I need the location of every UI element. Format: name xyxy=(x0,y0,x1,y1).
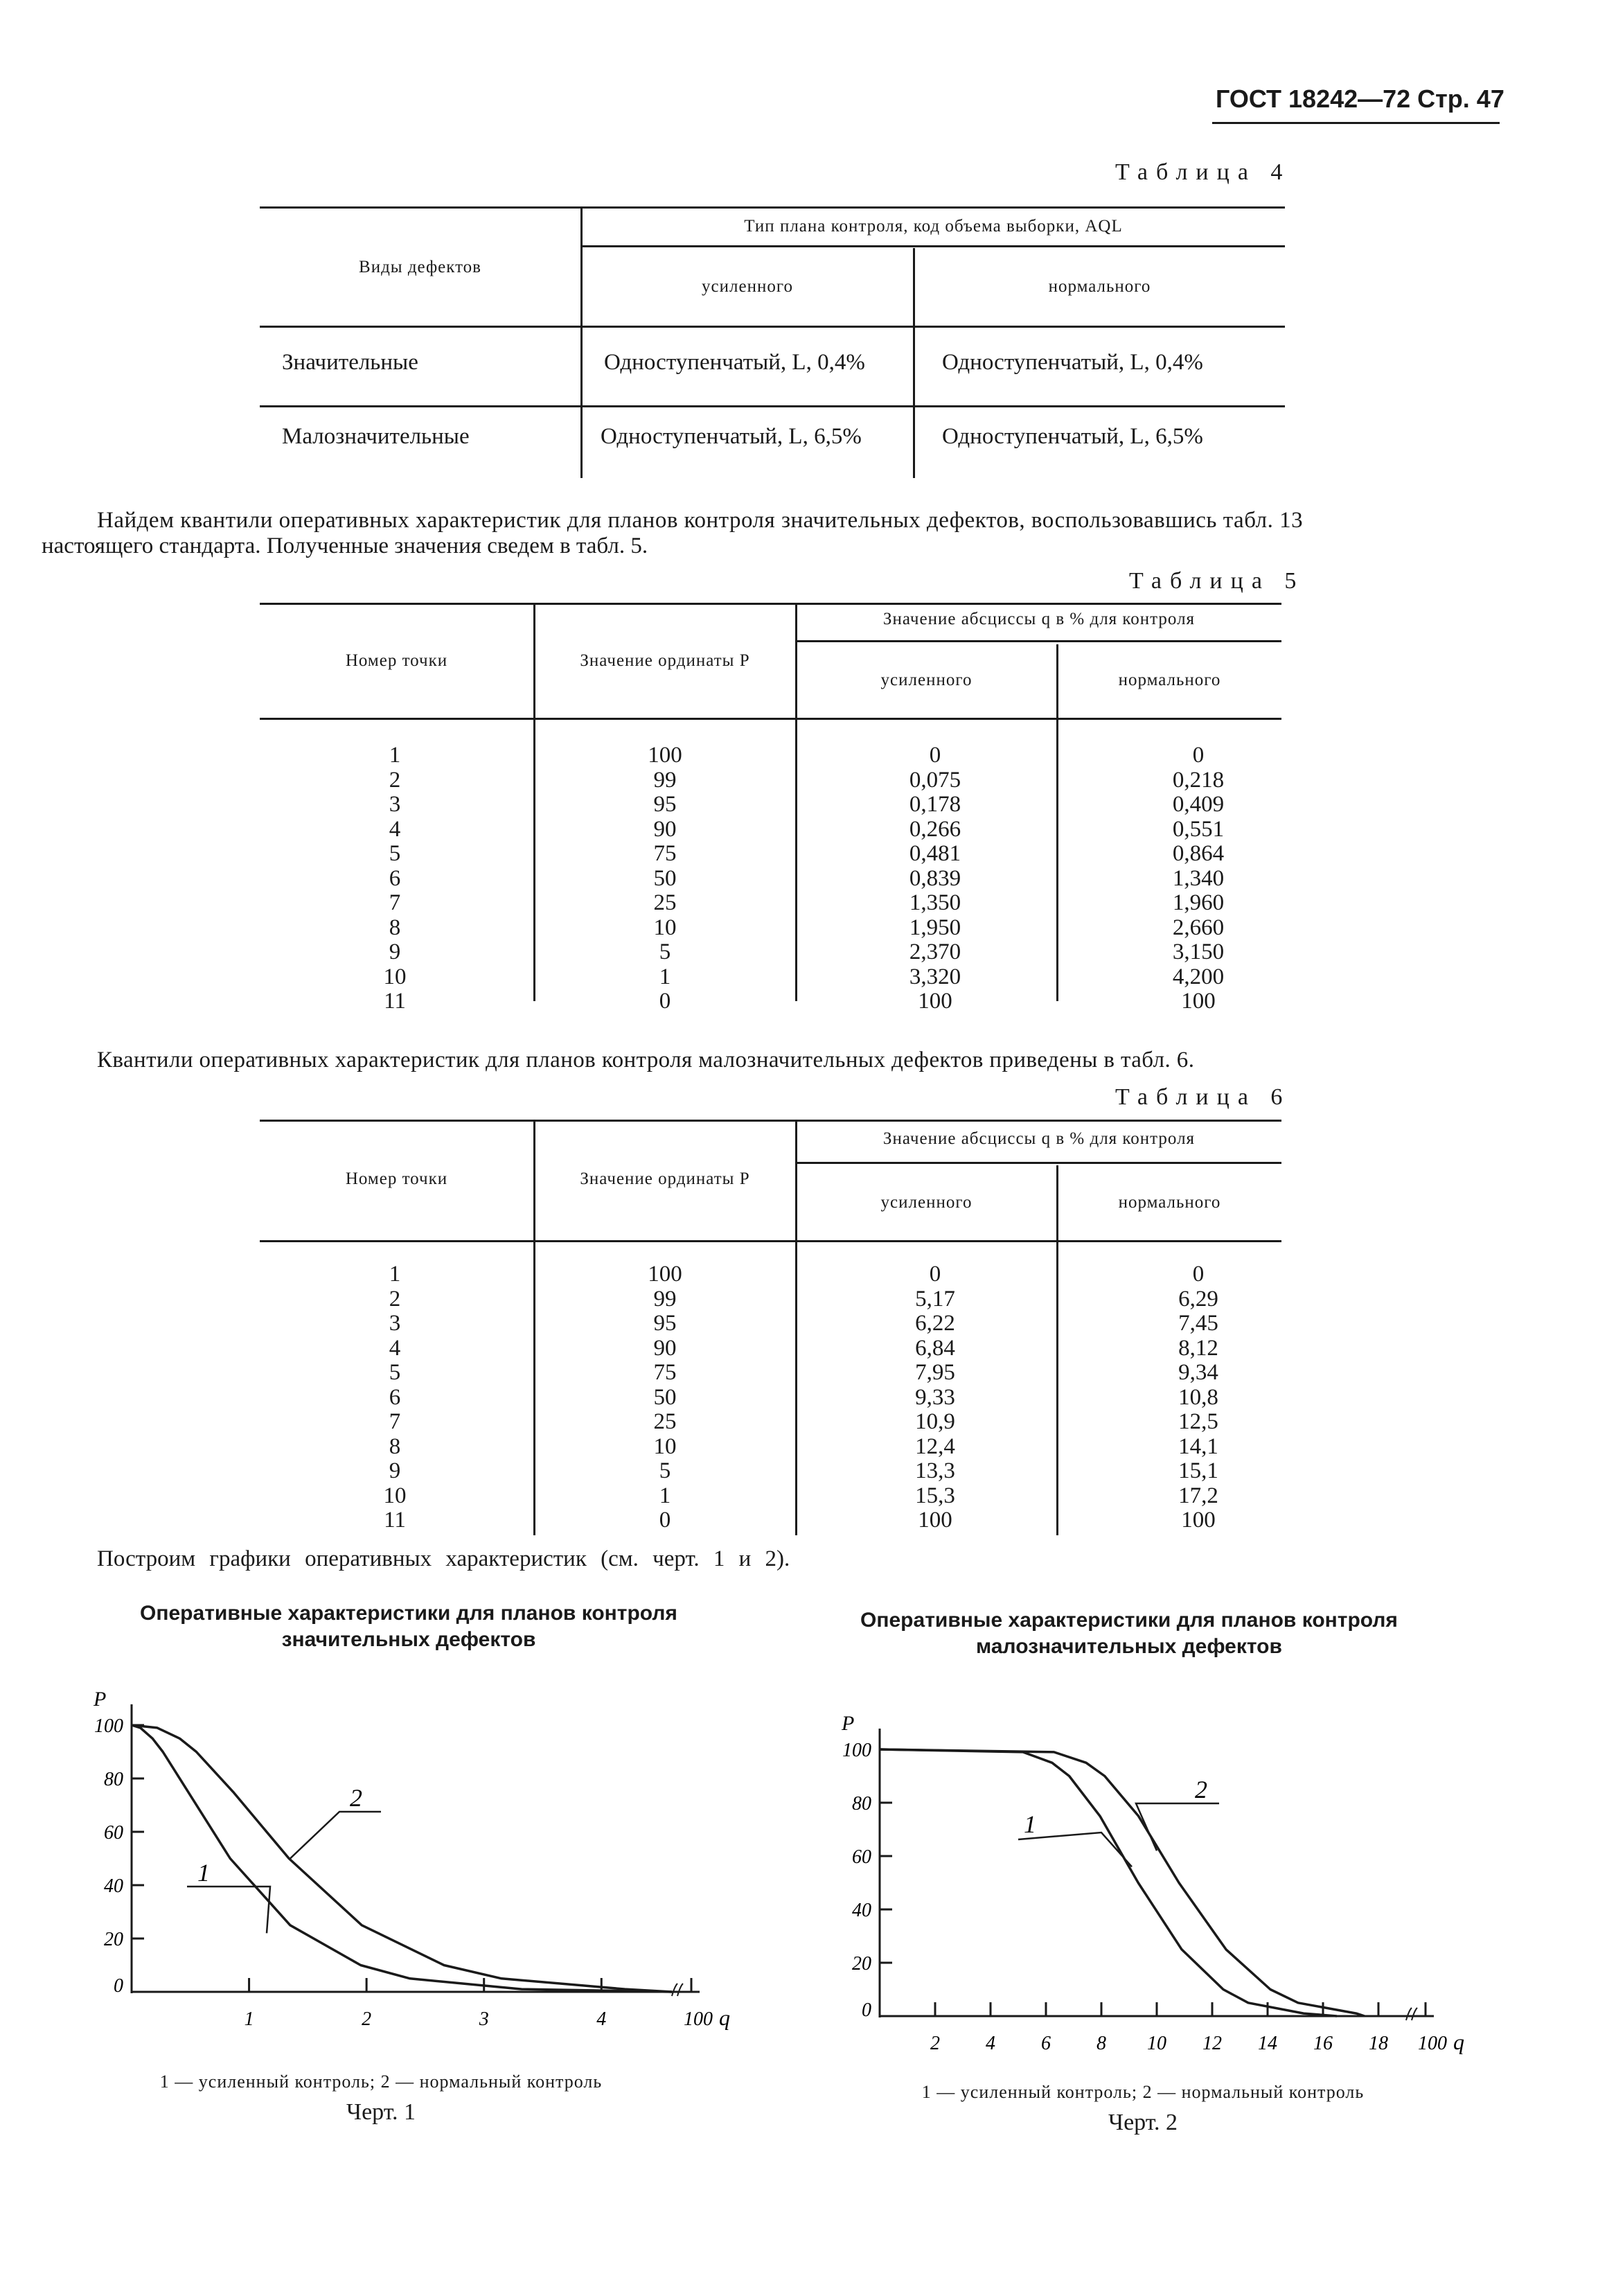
table6-top-rule xyxy=(260,1120,1281,1122)
table5-tight-cell-3: 0,178 xyxy=(909,792,961,817)
table5-tight-cell-2: 0,075 xyxy=(909,767,961,793)
table6-points-cell-6: 6 xyxy=(389,1384,401,1410)
x-tick-label-18: 18 xyxy=(1369,2033,1388,2054)
x-tick-label-8: 8 xyxy=(1097,2033,1106,2054)
y-axis-label: P xyxy=(842,1712,855,1735)
table5-ordinates-cell-8: 10 xyxy=(653,915,677,940)
y-tick-label-20: 20 xyxy=(104,1929,123,1950)
table6-normal-cell-8: 14,1 xyxy=(1178,1433,1218,1459)
chart2-title xyxy=(797,1607,1462,1660)
table6-ordinates-cell-6: 50 xyxy=(653,1384,677,1410)
table5-normal-cell-3: 0,409 xyxy=(1172,792,1225,817)
table4-row1-normal: Одноступенчатый, L, 0,4% xyxy=(942,350,1203,375)
table5-tight-cell-9: 2,370 xyxy=(909,939,961,964)
table6-normal-cell-6: 10,8 xyxy=(1178,1384,1218,1410)
table6-vline-2 xyxy=(795,1120,797,1535)
header-underline xyxy=(1212,122,1500,124)
table4-row2-tight: Одноступенчатый, L, 6,5% xyxy=(601,424,862,449)
table5-normal-cell-6: 1,340 xyxy=(1172,865,1225,891)
table5-vline-3 xyxy=(1056,644,1058,1001)
y-tick-label-0: 0 xyxy=(114,1975,123,1997)
x-tick-label-100: 100 xyxy=(1418,2033,1447,2054)
table5-head-rule xyxy=(260,718,1281,720)
table5-points-cell-10: 10 xyxy=(383,964,407,989)
x-tick-label-2: 2 xyxy=(362,2008,372,2030)
table4-caption: Таблица 4 xyxy=(1115,159,1291,185)
table4-row2-defect: Малозначительные xyxy=(282,424,470,449)
table5-tight-cell-7: 1,350 xyxy=(909,890,961,915)
chart1-caption: Черт. 1 xyxy=(346,2099,416,2125)
curve-label-2: 2 xyxy=(350,1784,362,1812)
table5-normal-cell-2: 0,218 xyxy=(1172,767,1225,793)
table6-normal-column xyxy=(1136,1262,1261,1533)
table6-ordinates-cell-9: 5 xyxy=(659,1458,671,1483)
table5-tight-cell-5: 0,481 xyxy=(909,841,961,866)
x-tick-label-3: 3 xyxy=(479,2008,489,2030)
y-axis-label: P xyxy=(94,1688,107,1711)
table6-tight-cell-11: 100 xyxy=(918,1508,952,1533)
y-tick-label-40: 40 xyxy=(104,1875,123,1897)
table6-tight-cell-1: 0 xyxy=(929,1262,941,1287)
table6-ordinates-cell-1: 100 xyxy=(648,1262,682,1287)
table6-ordinate-column xyxy=(623,1262,707,1533)
chart1-title-line1: Оперативные характеристики для планов контроля xyxy=(140,1602,677,1625)
table5-points-cell-4: 4 xyxy=(389,816,401,842)
y-tick-label-20: 20 xyxy=(852,1953,871,1975)
y-tick-label-80: 80 xyxy=(852,1793,871,1814)
table4-row1-tight: Одноступенчатый, L, 0,4% xyxy=(604,350,865,375)
table6-col-tight: усиленного xyxy=(880,1193,973,1212)
table6-col-normal: нормального xyxy=(1118,1193,1221,1212)
table6-tight-cell-6: 9,33 xyxy=(915,1384,955,1410)
table5-ordinates-cell-4: 90 xyxy=(653,816,677,842)
table5-tight-cell-11: 100 xyxy=(918,989,952,1014)
x-tick-label-10: 10 xyxy=(1147,2033,1166,2054)
table6-sub-rule xyxy=(797,1162,1281,1164)
table5-ordinates-cell-5: 75 xyxy=(653,841,677,866)
table6-points-cell-11: 11 xyxy=(384,1508,406,1533)
table6-points-cell-8: 8 xyxy=(389,1433,401,1459)
x-axis-label: q xyxy=(719,2005,730,2030)
table4-head-rule xyxy=(260,326,1285,328)
x-tick-label-6: 6 xyxy=(1041,2033,1051,2054)
table6-normal-cell-3: 7,45 xyxy=(1178,1311,1218,1336)
table6-caption: Таблица 6 xyxy=(1115,1084,1291,1110)
table6-points-column xyxy=(353,1262,436,1533)
table6-points-cell-5: 5 xyxy=(389,1360,401,1385)
table5-normal-cell-8: 2,660 xyxy=(1172,915,1225,940)
table6-tight-cell-7: 10,9 xyxy=(915,1409,955,1434)
table5-ordinate-column xyxy=(623,743,707,1014)
table4-col-tight: усиленного xyxy=(702,277,793,296)
y-tick-label-40: 40 xyxy=(852,1900,871,1921)
table6-ordinates-cell-11: 0 xyxy=(659,1508,671,1533)
table6-normal-cell-1: 0 xyxy=(1192,1262,1205,1287)
table5-points-cell-2: 2 xyxy=(389,767,401,793)
table6-ordinates-cell-2: 99 xyxy=(653,1286,677,1312)
paragraph-1-line1: Найдем квантили оперативных характеристик для планов контроля значительных дефектов, воспользовавшись табл. 13 xyxy=(97,508,1304,533)
table5-points-cell-8: 8 xyxy=(389,915,401,940)
table6-tight-cell-9: 13,3 xyxy=(915,1458,955,1483)
table6-points-cell-2: 2 xyxy=(389,1286,401,1312)
series-1-curve xyxy=(132,1725,672,1992)
table5-points-cell-6: 6 xyxy=(389,865,401,891)
table4-col-defects: Виды дефектов xyxy=(359,258,481,276)
table5-ordinates-cell-7: 25 xyxy=(653,890,677,915)
table5-col-group: Значение абсциссы q в % для контроля xyxy=(882,610,1196,628)
x-tick-label-12: 12 xyxy=(1202,2033,1222,2054)
table5-col-ordinate: Значение ординаты P xyxy=(580,651,750,670)
table5-ordinates-cell-10: 1 xyxy=(659,964,671,989)
table5-ordinates-cell-1: 100 xyxy=(648,743,682,768)
table6-normal-cell-7: 12,5 xyxy=(1178,1409,1218,1434)
table6-tight-cell-8: 12,4 xyxy=(915,1433,955,1459)
table5-tight-column xyxy=(873,743,997,1014)
table4-col-normal: нормального xyxy=(1048,277,1151,296)
x-tick-label-100: 100 xyxy=(684,2008,713,2030)
curve-label-1: 1 xyxy=(197,1859,210,1887)
table4-sub-rule xyxy=(582,245,1285,247)
curve-2-leader xyxy=(290,1812,381,1859)
x-tick-label-2: 2 xyxy=(930,2033,940,2054)
table5-points-cell-1: 1 xyxy=(389,743,401,768)
table4-row1-defect: Значительные xyxy=(282,350,418,375)
table5-tight-cell-1: 0 xyxy=(929,743,941,768)
table5-points-cell-5: 5 xyxy=(389,841,401,866)
page-header: ГОСТ 18242—72 Стр. 47 xyxy=(1216,85,1504,113)
table6-normal-cell-10: 17,2 xyxy=(1178,1483,1218,1508)
table5-sub-rule xyxy=(797,640,1281,642)
table6-tight-cell-2: 5,17 xyxy=(915,1286,955,1312)
table6-points-cell-7: 7 xyxy=(389,1409,401,1434)
table5-normal-cell-7: 1,960 xyxy=(1172,890,1225,915)
chart1-legend: 1 — усиленный контроль; 2 — нормальный контроль xyxy=(159,2072,603,2092)
table6-tight-column xyxy=(873,1262,997,1533)
chart2-title-line2: малозначительных дефектов xyxy=(976,1635,1282,1658)
table5-col-normal: нормального xyxy=(1118,671,1221,689)
table6-head-rule xyxy=(260,1240,1281,1242)
table6-points-cell-9: 9 xyxy=(389,1458,401,1483)
paragraph-3: Построим графики оперативных характеристик (см. черт. 1 и 2). xyxy=(97,1546,790,1571)
paragraph-1-line2: настоящего стандарта. Полученные значения сведем в табл. 5. xyxy=(42,533,648,558)
table6-normal-cell-11: 100 xyxy=(1181,1508,1216,1533)
table6-ordinates-cell-7: 25 xyxy=(653,1409,677,1434)
table6-points-cell-1: 1 xyxy=(389,1262,401,1287)
chart2-title-line1: Оперативные характеристики для планов контроля xyxy=(860,1609,1398,1632)
table5-tight-cell-6: 0,839 xyxy=(909,865,961,891)
series-2-curve xyxy=(132,1725,672,1992)
table6-col-point: Номер точки xyxy=(345,1169,448,1188)
table5-ordinates-cell-2: 99 xyxy=(653,767,677,793)
x-tick-label-4: 4 xyxy=(596,2008,607,2030)
table6-ordinates-cell-5: 75 xyxy=(653,1360,677,1385)
table5-col-point: Номер точки xyxy=(345,651,448,670)
table5-top-rule xyxy=(260,603,1281,605)
x-tick-label-1: 1 xyxy=(244,2008,254,2030)
table6-points-cell-4: 4 xyxy=(389,1335,401,1361)
table6-ordinates-cell-4: 90 xyxy=(653,1335,677,1361)
table5-normal-cell-5: 0,864 xyxy=(1172,841,1225,866)
table6-normal-cell-9: 15,1 xyxy=(1178,1458,1218,1483)
table5-ordinates-cell-3: 95 xyxy=(653,792,677,817)
table6-ordinates-cell-8: 10 xyxy=(653,1433,677,1459)
table5-tight-cell-10: 3,320 xyxy=(909,964,961,989)
chart2-caption: Черт. 2 xyxy=(1108,2110,1178,2135)
y-tick-label-0: 0 xyxy=(862,1999,871,2021)
series-1-curve xyxy=(880,1749,1337,2016)
table5-ordinates-cell-6: 50 xyxy=(653,865,677,891)
y-tick-label-100: 100 xyxy=(842,1740,871,1761)
table5-col-tight: усиленного xyxy=(880,671,973,689)
table6-tight-cell-10: 15,3 xyxy=(915,1483,955,1508)
table5-tight-cell-8: 1,950 xyxy=(909,915,961,940)
table6-col-group: Значение абсциссы q в % для контроля xyxy=(882,1129,1196,1148)
x-axis-break xyxy=(672,1984,683,1996)
table5-vline-2 xyxy=(795,603,797,1001)
table6-normal-cell-5: 9,34 xyxy=(1178,1360,1218,1385)
table6-tight-cell-4: 6,84 xyxy=(915,1335,955,1361)
y-tick-label-60: 60 xyxy=(852,1846,871,1868)
table4-top-rule xyxy=(260,206,1285,209)
table5-normal-cell-11: 100 xyxy=(1181,989,1216,1014)
table5-points-cell-9: 9 xyxy=(389,939,401,964)
table5-normal-column xyxy=(1136,743,1261,1014)
curve-label-2: 2 xyxy=(1195,1776,1207,1803)
curve-label-1: 1 xyxy=(1024,1810,1036,1838)
x-axis-break xyxy=(1406,2008,1417,2020)
table5-tight-cell-4: 0,266 xyxy=(909,816,961,842)
curve-1-leader xyxy=(187,1887,270,1933)
table5-normal-cell-9: 3,150 xyxy=(1172,939,1225,964)
chart2-svg xyxy=(817,1690,1482,2065)
table5-normal-cell-1: 0 xyxy=(1192,743,1205,768)
table4-row-rule xyxy=(260,405,1285,407)
table6-normal-cell-2: 6,29 xyxy=(1178,1286,1218,1312)
table6-col-ordinate: Значение ординаты P xyxy=(580,1169,750,1188)
chart1-svg xyxy=(69,1677,734,2051)
table5-points-cell-7: 7 xyxy=(389,890,401,915)
table5-ordinates-cell-11: 0 xyxy=(659,989,671,1014)
table6-ordinates-cell-10: 1 xyxy=(659,1483,671,1508)
curve-2-leader xyxy=(1136,1803,1219,1851)
table5-points-cell-3: 3 xyxy=(389,792,401,817)
table6-vline-3 xyxy=(1056,1165,1058,1535)
table6-tight-cell-5: 7,95 xyxy=(915,1360,955,1385)
table4-row2-normal: Одноступенчатый, L, 6,5% xyxy=(942,424,1203,449)
table5-caption: Таблица 5 xyxy=(1129,568,1305,594)
table5-ordinates-cell-9: 5 xyxy=(659,939,671,964)
x-axis-label: q xyxy=(1453,2029,1464,2054)
chart1-title-line2: значительных дефектов xyxy=(281,1628,536,1651)
table5-points-column xyxy=(353,743,436,1014)
table6-points-cell-3: 3 xyxy=(389,1311,401,1336)
table6-ordinates-cell-3: 95 xyxy=(653,1311,677,1336)
paragraph-2: Квантили оперативных характеристик для планов контроля малозначительных дефектов приведены в табл. 6. xyxy=(97,1048,1195,1072)
table5-points-cell-11: 11 xyxy=(384,989,406,1014)
table4-col-group: Тип плана контроля, код объема выборки, AQL xyxy=(744,217,1123,236)
y-tick-label-60: 60 xyxy=(104,1822,123,1844)
table6-points-cell-10: 10 xyxy=(383,1483,407,1508)
table5-normal-cell-10: 4,200 xyxy=(1172,964,1225,989)
x-tick-label-16: 16 xyxy=(1313,2033,1333,2054)
x-tick-label-14: 14 xyxy=(1258,2033,1277,2054)
series-2-curve xyxy=(880,1749,1365,2016)
table6-tight-cell-3: 6,22 xyxy=(915,1311,955,1336)
table5-normal-cell-4: 0,551 xyxy=(1172,816,1225,842)
x-tick-label-4: 4 xyxy=(986,2033,995,2054)
y-tick-label-80: 80 xyxy=(104,1769,123,1790)
chart2-legend: 1 — усиленный контроль; 2 — нормальный контроль xyxy=(921,2082,1365,2102)
y-tick-label-100: 100 xyxy=(94,1715,123,1737)
chart1-title xyxy=(83,1600,734,1653)
table6-normal-cell-4: 8,12 xyxy=(1178,1335,1218,1361)
